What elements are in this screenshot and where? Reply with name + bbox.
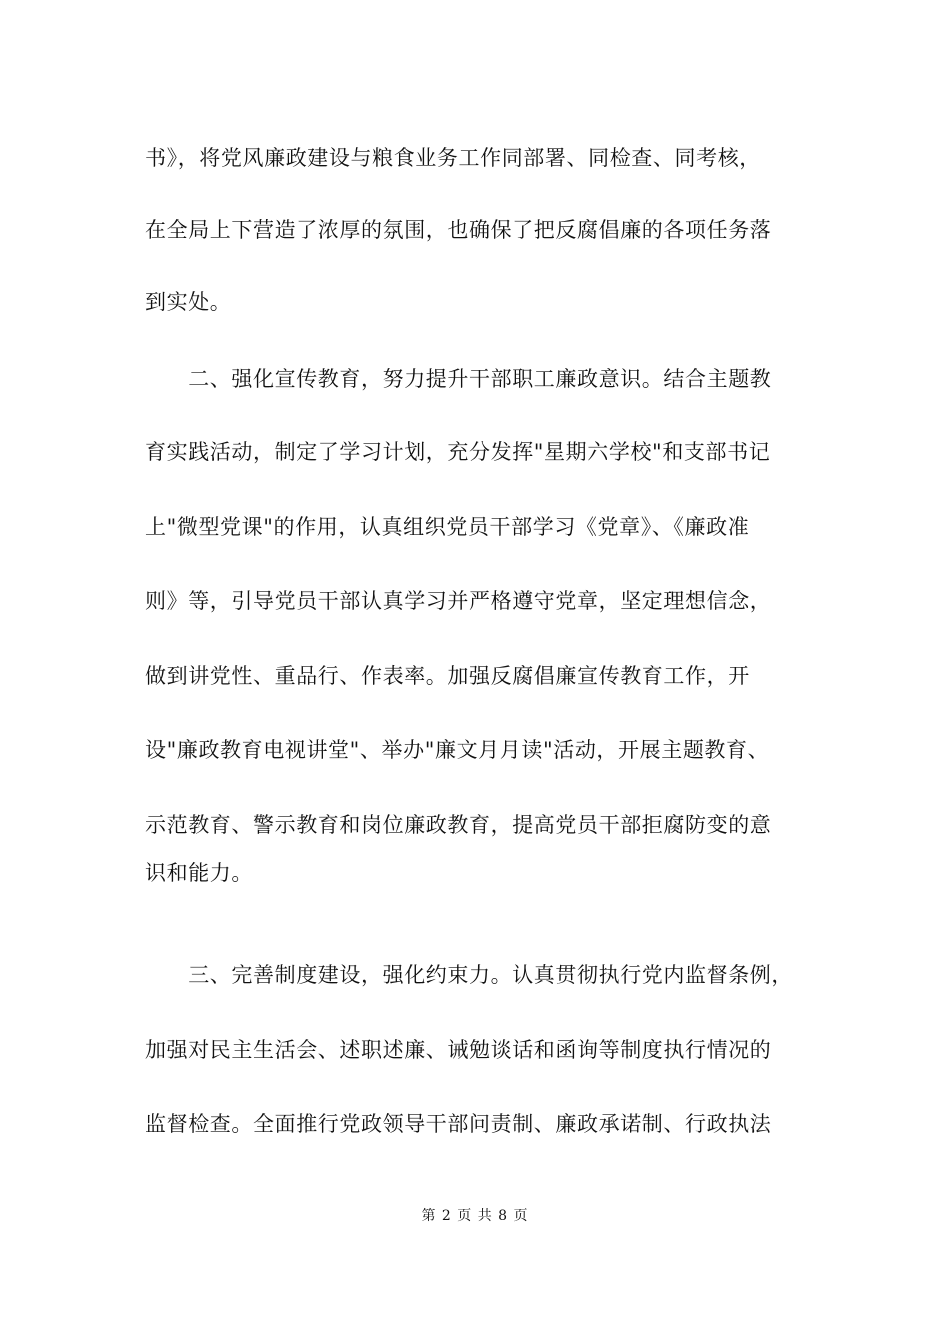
text-line: 加强对民主生活会、述职述廉、诫勉谈话和函询等制度执行情况的 (145, 1038, 772, 1062)
page-number-footer: 第 2 页 共 8 页 (421, 1208, 529, 1224)
text-line: 示范教育、警示教育和岗位廉政教育，提高党员干部拒腐防变的意 (145, 813, 772, 837)
text-line: 识和能力。 (145, 861, 253, 885)
text-line: 监督检查。全面推行党政领导干部问责制、廉政承诺制、行政执法 (145, 1112, 772, 1136)
text-line: 到实处。 (145, 290, 232, 314)
text-line: 做到讲党性、重品行、作表率。加强反腐倡廉宣传教育工作，开 (145, 664, 750, 688)
text-line: 育实践活动，制定了学习计划，充分发挥"星期六学校"和支部书记 (145, 440, 771, 464)
text-line: 上"微型党课"的作用，认真组织党员干部学习《党章》、《廉政准 (145, 515, 750, 539)
text-line: 三、完善制度建设，强化约束力。认真贯彻执行党内监督条例， (145, 963, 793, 987)
text-line: 二、强化宣传教育，努力提升干部职工廉政意识。结合主题教 (145, 367, 772, 391)
text-line: 则》等，引导党员干部认真学习并严格遵守党章，坚定理想信念， (145, 589, 772, 613)
text-line: 在全局上下营造了浓厚的氛围，也确保了把反腐倡廉的各项任务落 (145, 218, 772, 242)
text-line: 设"廉政教育电视讲堂"、举办"廉文月月读"活动，开展主题教育、 (145, 738, 770, 762)
text-line: 书》，将党风廉政建设与粮食业务工作同部署、同检查、同考核， (145, 146, 761, 170)
